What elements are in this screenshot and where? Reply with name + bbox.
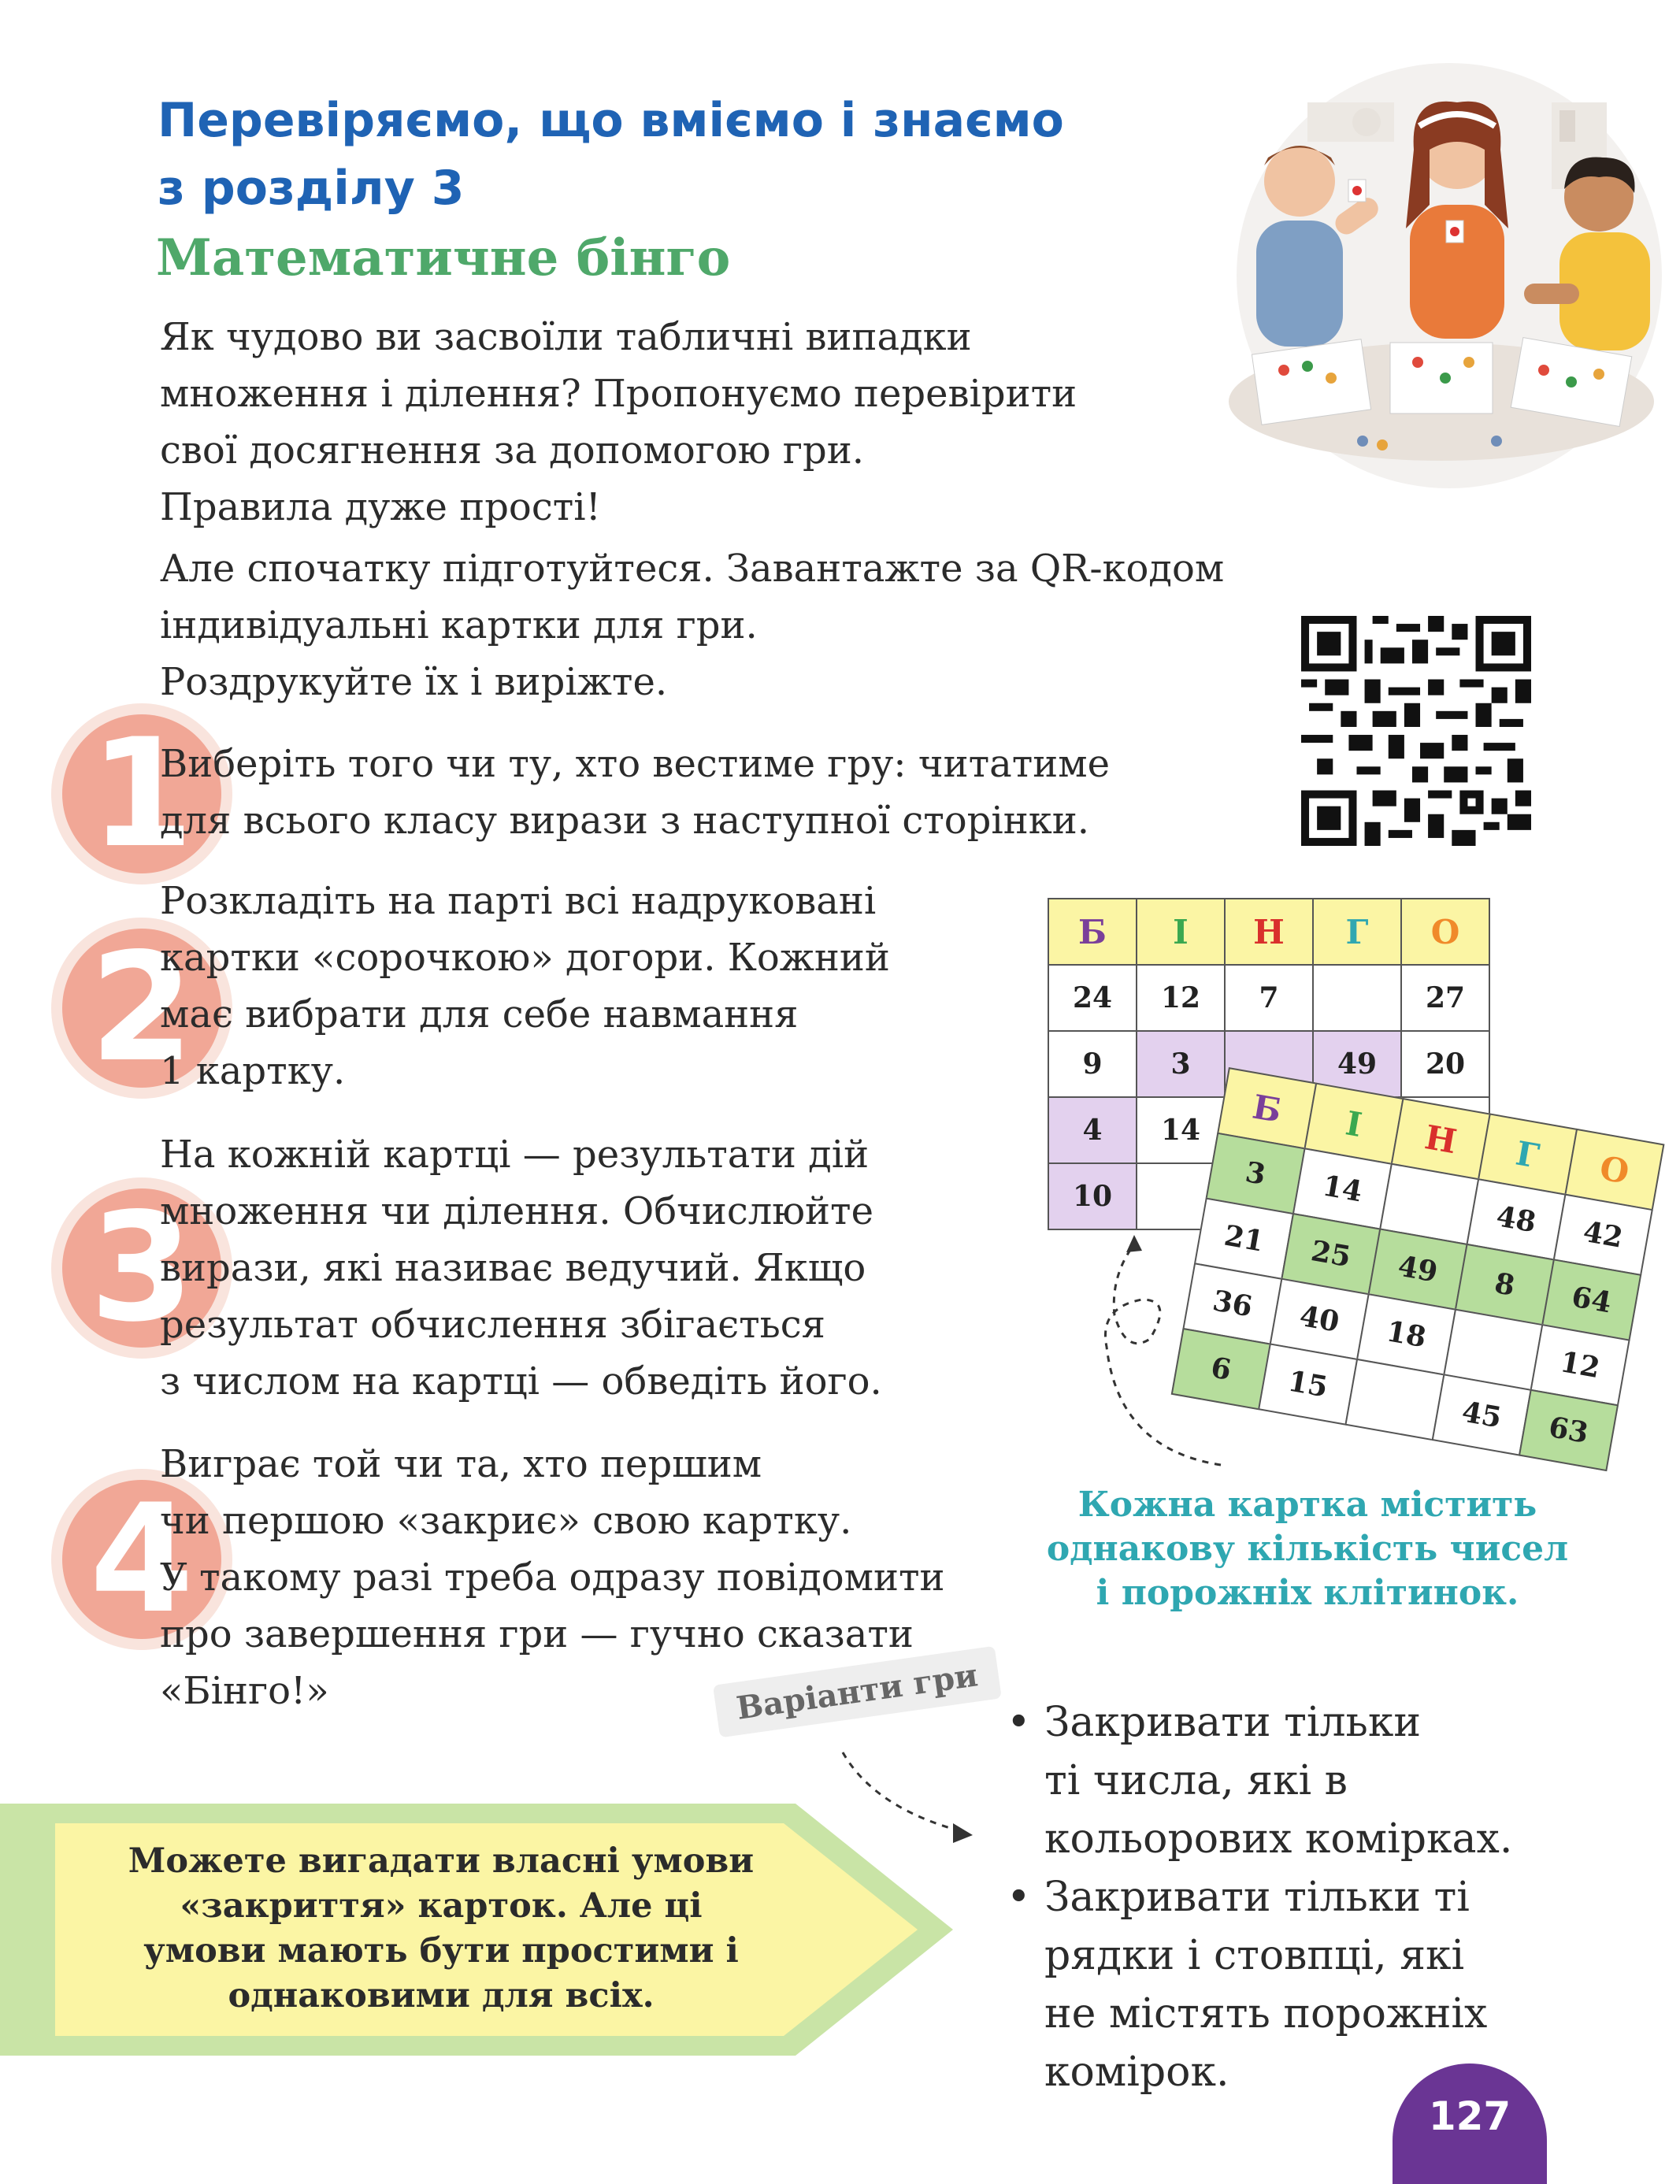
note-line: «закриття» карток. Але ці <box>180 1886 703 1926</box>
title-line-1: Перевіряємо, що вміємо і знаємо <box>158 93 1064 148</box>
back-card-letter-cell: О <box>1400 898 1490 966</box>
intro-line: індивідуальні картки для гри. <box>160 603 758 647</box>
front-card-number-cell: 63 <box>1519 1389 1619 1471</box>
step-line: 1 картку. <box>160 1049 346 1093</box>
step-line: картки «сорочкою» догори. Кожний <box>160 936 890 980</box>
front-card-number-cell: 3 <box>1205 1133 1305 1214</box>
front-card-number-cell: 64 <box>1541 1259 1641 1340</box>
front-card-letter-cell: Н <box>1391 1098 1491 1180</box>
section-subtitle: Математичне бінго <box>156 228 731 287</box>
front-card-number-cell: 8 <box>1455 1244 1555 1326</box>
bullet-dot-icon: • <box>1007 1699 1031 1746</box>
step-line: про завершення гри — гучно сказати <box>160 1612 914 1656</box>
back-card-letter-cell: І <box>1136 898 1226 966</box>
step-line: На кожній картці — результати дій <box>160 1133 870 1177</box>
intro-line: Роздрукуйте їх і виріжте. <box>160 660 668 704</box>
back-card-number-cell: 27 <box>1400 964 1490 1032</box>
variant-line: комірок. <box>1044 2049 1229 2096</box>
back-card-number-cell: 20 <box>1400 1030 1490 1098</box>
front-card-number-cell: 42 <box>1553 1194 1653 1276</box>
back-card-number-cell: 4 <box>1048 1096 1137 1164</box>
dashed-arrow-icon <box>1087 1229 1229 1481</box>
intro-text <box>160 309 1224 710</box>
step-line: Розкладіть на парті всі надруковані <box>160 879 877 923</box>
step-2-number: 2 <box>89 921 195 1095</box>
intro-line: Як чудово ви засвоїли табличні випадки <box>160 315 972 359</box>
note-text <box>87 1839 795 2019</box>
variant-line: ті числа, які в <box>1044 1757 1348 1804</box>
front-card-letter-cell: Г <box>1478 1113 1578 1195</box>
variant-item <box>1007 1868 1512 2101</box>
note-line: умови мають бути простими і <box>143 1931 739 1971</box>
back-card-number-cell: 3 <box>1136 1030 1226 1098</box>
page-title <box>158 87 1181 222</box>
variants-label: Варіанти гри <box>713 1646 1001 1738</box>
front-card-number-cell: 12 <box>1530 1324 1630 1406</box>
front-card-number-cell: 6 <box>1171 1328 1271 1410</box>
back-card-number-cell: 10 <box>1048 1162 1137 1230</box>
step-line: з числом на картці — обведіть його. <box>160 1359 882 1403</box>
back-card-letter-cell: Г <box>1312 898 1402 966</box>
back-card-letter-cell: Н <box>1224 898 1314 966</box>
front-card-number-cell: 49 <box>1367 1228 1467 1310</box>
note-line: Можете вигадати власні умови <box>128 1841 755 1881</box>
variants-list <box>1007 1693 1512 2101</box>
step-line: чи першою «закриє» свою картку. <box>160 1499 852 1543</box>
step-3-text <box>160 1126 882 1410</box>
back-card-number-cell <box>1312 964 1402 1032</box>
front-card-number-cell: 48 <box>1466 1178 1566 1260</box>
variant-line: не містять порожніх <box>1044 1990 1488 2038</box>
intro-line: Але спочатку підготуйтеся. Завантажте за QR-кодом <box>160 547 1225 591</box>
front-card-number-cell: 21 <box>1194 1197 1294 1279</box>
variant-item <box>1007 1693 1512 1868</box>
front-card-letter-cell: О <box>1564 1129 1664 1211</box>
back-card-number-cell: 9 <box>1048 1030 1137 1098</box>
caption-line: однакову кількість чисел <box>1046 1529 1569 1569</box>
variant-line: рядки і стовпці, які <box>1044 1932 1465 1979</box>
front-card-letter-cell: І <box>1304 1082 1404 1164</box>
variant-line: Закривати тільки <box>1044 1699 1421 1746</box>
back-card-letter-cell: Б <box>1048 898 1137 966</box>
back-card-number-cell: 49 <box>1312 1030 1402 1098</box>
caption-line: і порожніх клітинок. <box>1096 1573 1519 1613</box>
page-number: 127 <box>1428 2093 1511 2139</box>
front-card-number-cell: 45 <box>1432 1374 1532 1455</box>
bingo-caption <box>1040 1483 1575 1615</box>
front-card-number-cell: 15 <box>1258 1343 1358 1425</box>
front-card-number-cell: 40 <box>1270 1278 1370 1360</box>
step-line: Виграє той чи та, хто першим <box>160 1442 762 1486</box>
front-card-number-cell: 36 <box>1182 1263 1282 1344</box>
step-line: вирази, які називає ведучий. Якщо <box>160 1246 866 1290</box>
back-card-number-cell: 12 <box>1136 964 1226 1032</box>
step-1-text <box>160 736 1110 849</box>
note-line: однаковими для всіх. <box>228 1976 655 2015</box>
intro-line: свої досягнення за допомогою гри. <box>160 428 864 473</box>
step-line: «Бінго!» <box>160 1669 329 1713</box>
step-4-number: 4 <box>89 1472 195 1646</box>
front-card-number-cell <box>1344 1359 1445 1441</box>
kids-playing-illustration <box>1213 47 1670 496</box>
title-line-2: з розділу 3 <box>158 161 465 216</box>
back-card-number-cell: 7 <box>1224 964 1314 1032</box>
variant-line: Закривати тільки ті <box>1044 1874 1470 1921</box>
back-card-number-cell: 14 <box>1136 1096 1226 1164</box>
qr-code[interactable] <box>1301 616 1531 846</box>
step-line: множення чи ділення. Обчислюйте <box>160 1189 873 1233</box>
step-line: для всього класу вирази з наступної сторінки. <box>160 799 1089 843</box>
variant-line: кольорових комірках. <box>1044 1815 1513 1863</box>
step-1-number: 1 <box>89 706 195 881</box>
front-card-number-cell: 18 <box>1356 1293 1456 1375</box>
front-card-number-cell: 25 <box>1281 1213 1381 1295</box>
bingo-card-front <box>1171 1067 1663 1470</box>
intro-line: множення і ділення? Пропонуємо перевірити <box>160 372 1077 416</box>
step-line: Виберіть того чи ту, хто вестиме гру: читатиме <box>160 742 1111 786</box>
bullet-dot-icon: • <box>1007 1874 1031 1921</box>
caption-line: Кожна картка містить <box>1077 1485 1537 1525</box>
step-3-number: 3 <box>89 1181 195 1355</box>
step-line: У такому разі треба одразу повідомити <box>160 1555 945 1600</box>
back-card-number-cell: 24 <box>1048 964 1137 1032</box>
front-card-number-cell: 14 <box>1292 1148 1393 1229</box>
front-card-letter-cell: Б <box>1217 1067 1317 1149</box>
step-2-text <box>160 873 890 1099</box>
step-line: результат обчислення збігається <box>160 1303 825 1347</box>
step-line: має вибрати для себе навмання <box>160 992 799 1036</box>
intro-line: Правила дуже прості! <box>160 485 601 529</box>
